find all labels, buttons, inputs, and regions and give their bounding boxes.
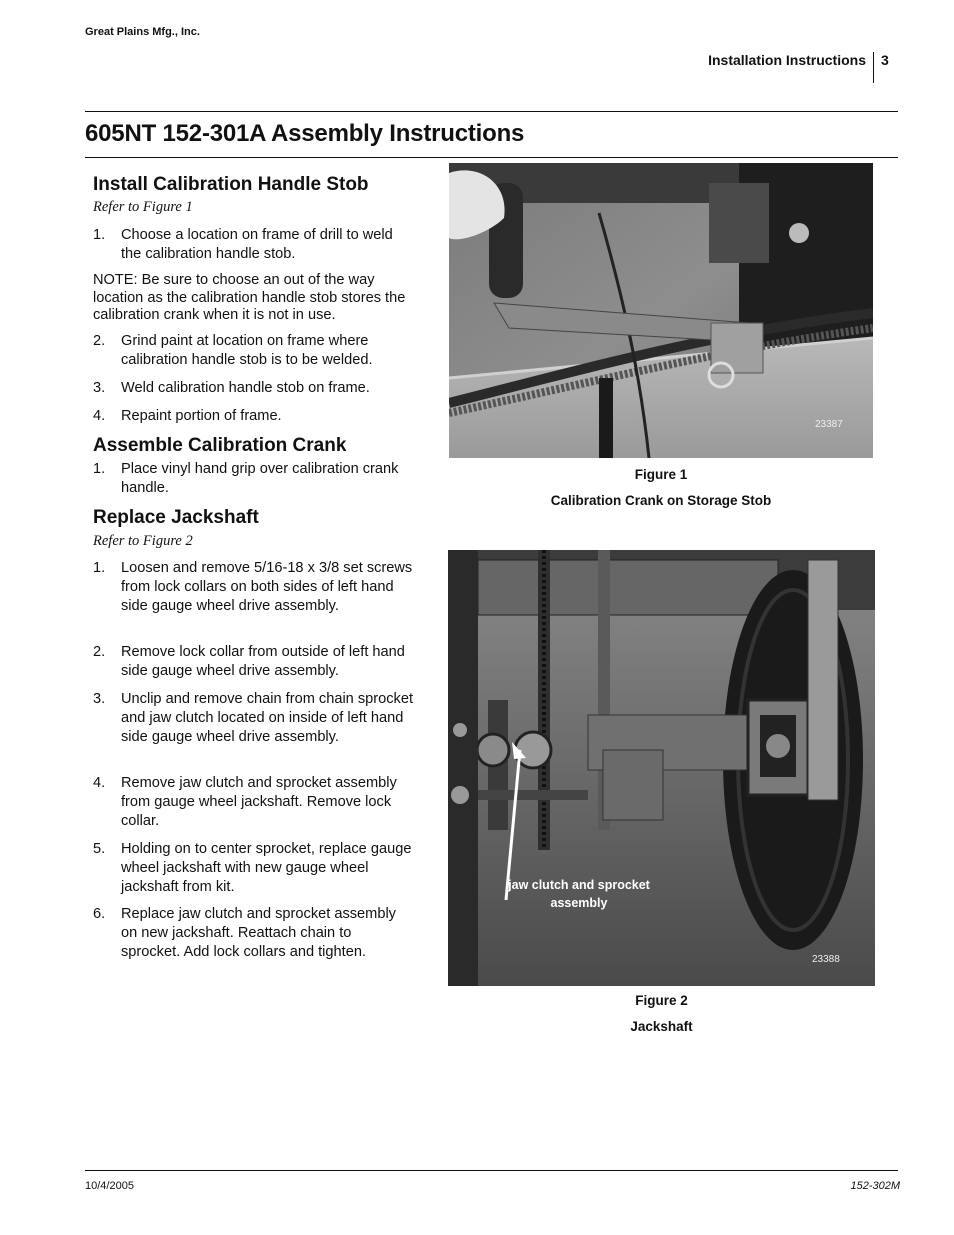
callout-line-1: jaw clutch and sprocket <box>508 878 650 892</box>
footer-rule <box>85 1170 898 1171</box>
page-number: 3 <box>881 52 889 68</box>
note-text: NOTE: Be sure to choose an out of the way location as the calibration handle stob stores the calibration crank when it is not in use. <box>93 272 406 323</box>
list-item <box>93 905 413 962</box>
list-item <box>93 407 413 426</box>
figure-1-photo-number: 23387 <box>815 419 843 430</box>
step-number: 2. <box>93 333 106 349</box>
step-number: 1. <box>93 461 106 477</box>
title-rule-bottom <box>85 157 898 158</box>
list-item <box>93 690 413 747</box>
step-text: Remove lock collar from outside of left hand side gauge wheel drive assembly. <box>121 644 405 679</box>
step-number: 3. <box>93 380 106 396</box>
list-item <box>93 379 413 398</box>
figure-1-label: Figure 1 <box>634 467 688 482</box>
heading-assemble-crank: Assemble Calibration Crank <box>93 435 347 456</box>
step-number: 2. <box>93 644 106 660</box>
title-rule-top <box>85 111 898 112</box>
step-number: 1. <box>93 560 106 576</box>
step-number: 4. <box>93 408 106 424</box>
company-name: Great Plains Mfg., Inc. <box>85 26 200 38</box>
step-text: Weld calibration handle stob on frame. <box>121 380 370 396</box>
step-text: Replace jaw clutch and sprocket assembly on new jackshaft. Reattach chain to sprocket. Add lock collars and tighten. <box>121 906 396 960</box>
page-title: 605NT 152-301A Assembly Instructions <box>85 120 525 147</box>
figure-1-photo <box>449 163 873 458</box>
figure-2-caption: Jackshaft <box>630 1019 693 1034</box>
heading-replace-jackshaft: Replace Jackshaft <box>93 507 259 528</box>
list-item <box>93 559 413 616</box>
step-text: Unclip and remove chain from chain sprocket and jaw clutch located on inside of left hand side gauge wheel drive assembly. <box>121 691 414 745</box>
heading-install-stob: Install Calibration Handle Stob <box>93 174 369 195</box>
section-title: Installation Instructions <box>708 52 866 68</box>
list-item <box>93 226 413 264</box>
step-text: Grind paint at location on frame where calibration handle stob is to be welded. <box>121 333 373 368</box>
figure-1-caption: Calibration Crank on Storage Stob <box>550 493 772 508</box>
step-number: 4. <box>93 775 106 791</box>
step-number: 5. <box>93 841 106 857</box>
step-text: Repaint portion of frame. <box>121 408 282 424</box>
list-item <box>93 643 413 681</box>
step-number: 1. <box>93 227 106 243</box>
callout-line-2: assembly <box>550 896 608 910</box>
figure-2-callout <box>486 876 672 912</box>
figure-2-photo <box>448 550 875 986</box>
header-divider <box>873 52 874 83</box>
reference-figure-1: Refer to Figure 1 <box>93 199 193 215</box>
list-item <box>93 840 413 897</box>
step-text: Place vinyl hand grip over calibration crank handle. <box>121 461 399 496</box>
step-text: Loosen and remove 5/16-18 x 3/8 set screws from lock collars on both sides of left hand side gauge wheel drive assembly. <box>121 560 413 614</box>
list-item <box>93 774 413 831</box>
figure-2-label: Figure 2 <box>635 993 688 1008</box>
list-item <box>93 460 413 498</box>
step-text: Holding on to center sprocket, replace gauge wheel jackshaft with new gauge wheel jackshaft from kit. <box>121 841 412 895</box>
step-text: Choose a location on frame of drill to weld the calibration handle stob. <box>121 227 393 262</box>
step-number: 6. <box>93 906 106 922</box>
step-text: Remove jaw clutch and sprocket assembly from gauge wheel jackshaft. Remove lock collar. <box>121 775 397 829</box>
figure-2-photo-number: 23388 <box>812 954 840 965</box>
footer-document-number: 152-302M <box>850 1180 900 1192</box>
reference-figure-2: Refer to Figure 2 <box>93 533 193 549</box>
step-number: 3. <box>93 691 106 707</box>
footer-date: 10/4/2005 <box>85 1180 134 1192</box>
list-item <box>93 332 413 370</box>
